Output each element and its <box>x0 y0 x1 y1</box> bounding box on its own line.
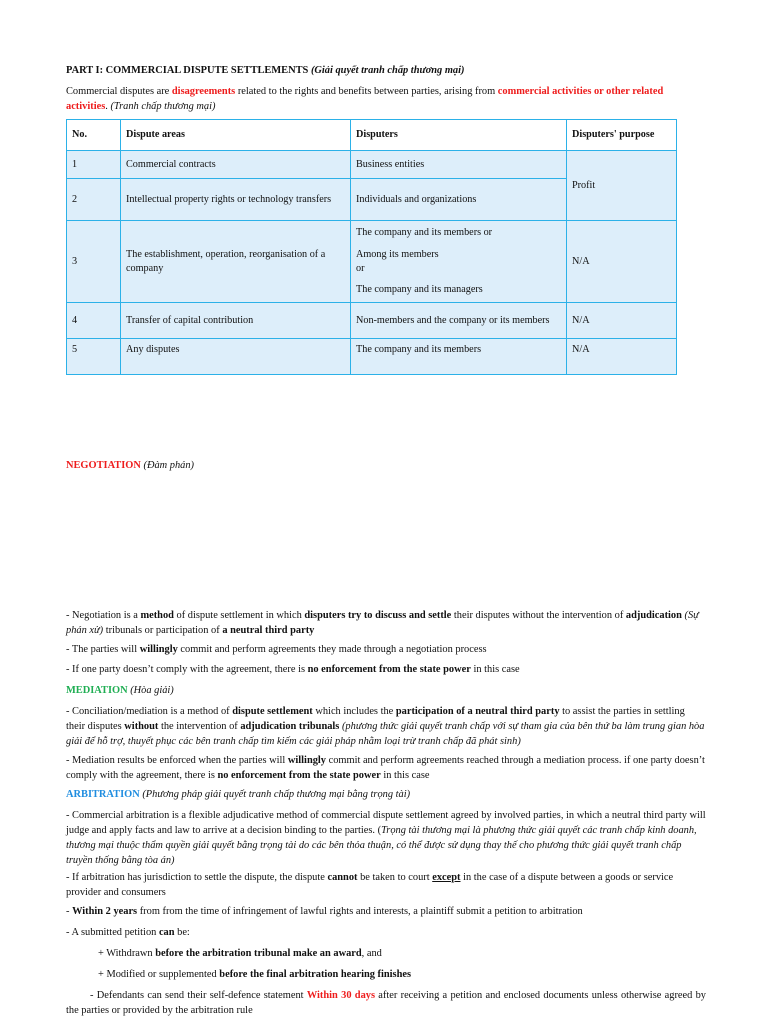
disputes-table <box>66 119 677 375</box>
negotiation-paragraph-1: - Negotiation is a method of dispute settlement in which disputers try to discuss and settle their disputes without the intervention of adjudication (Sự phán xử) tribunals or participation of a neutral third party <box>66 610 699 637</box>
negotiation-paragraph-2: - The parties will willingly commit and perform agreements they made through a negotiation process <box>66 644 487 655</box>
header-purpose: Disputers' purpose <box>567 120 677 151</box>
arbitration-bullet-withdrawn: + Withdrawn before the arbitration tribunal make an award, and <box>98 948 382 959</box>
table-header-row <box>67 120 677 151</box>
header-dispute-areas: Dispute areas <box>121 120 351 151</box>
arbitration-paragraph-4: - A submitted petition can be: <box>66 927 190 938</box>
negotiation-heading: NEGOTIATION (Đàm phán) <box>66 460 194 471</box>
mediation-paragraph-2: - Mediation results be enforced when the parties will willingly commit and perform agreements reached through a mediation process. if one party doesn’t comply with the agreement, there is no enforcement from the state power in this case <box>66 755 705 782</box>
negotiation-paragraph-3: - If one party doesn’t comply with the agreement, there is no enforcement from the state power in this case <box>66 664 520 675</box>
arbitration-paragraph-7: - Defendants can send their self-defence statement Within 30 days after receiving a petition and enclosed documents unless otherwise agreed by the parties or provided by the arbitration rule <box>66 990 706 1017</box>
header-disputers: Disputers <box>351 120 567 151</box>
purpose-profit: Profit <box>567 151 677 221</box>
header-no: No. <box>67 120 121 151</box>
arbitration-paragraph-1: - Commercial arbitration is a flexible adjudicative method of commercial dispute settlement agreed by involved parties, in which a neutral third party will judge and apply facts and law to arrive at a decision binding to the parties. (Trọng tài thương mại là phương thức giải quyết các tranh chấp kinh doanh, thương mại thuộc thẩm quyền giải quyết bằng trọng tài do các bên thỏa thuận, có thể được sử dụng thay thế cho phương thức giải quyết tranh chấp truyền thống bằng tòa án) <box>66 810 706 867</box>
part1-title: PART I: COMMERCIAL DISPUTE SETTLEMENTS <box>66 65 309 76</box>
table-row: 3 The establishment, operation, reorganisation of a company The company and its members or Among its members or The company and its managers N/A <box>67 221 677 303</box>
mediation-heading: MEDIATION (Hòa giải) <box>66 685 174 696</box>
mediation-paragraph-1: - Conciliation/mediation is a method of dispute settlement which includes the participation of a neutral third party to assist the parties in settling their disputes without the intervention of adjudication tribunals (phương thức giải quyết tranh chấp với sự tham gia của bên thứ ba làm trung gian hòa giải để hỗ trợ, thuyết phục các bên tranh chấp tìm kiếm các giải pháp nhằm loại trừ tranh chấp đã phát sinh) <box>66 706 705 748</box>
part1-intro: Commercial disputes are disagreements related to the rights and benefits between parties, arising from commercial activities or other related activities. (Tranh chấp thương mại) <box>66 86 664 113</box>
part1-title-vi: (Giải quyết tranh chấp thương mại) <box>310 65 465 76</box>
table-row: 5 Any disputes The company and its members N/A <box>67 339 677 375</box>
table-row: 4 Transfer of capital contribution Non-members and the company or its members N/A <box>67 303 677 339</box>
part1-title-line <box>66 63 706 78</box>
table-row: 2 Intellectual property rights or technology transfers Individuals and organizations <box>67 179 677 221</box>
table-row: 1 Commercial contracts Business entities Profit <box>67 151 677 179</box>
arbitration-heading: ARBITRATION (Phương pháp giải quyết tranh chấp thương mại bằng trọng tài) <box>66 789 411 800</box>
arbitration-paragraph-3: - Within 2 years from from the time of infringement of lawful rights and interests, a plaintiff submit a petition to arbitration <box>66 906 583 917</box>
arbitration-bullet-modified: + Modified or supplemented before the final arbitration hearing finishes <box>98 969 412 980</box>
arbitration-paragraph-2: - If arbitration has jurisdiction to settle the dispute, the dispute cannot be taken to court except in the case of a dispute between a goods or service provider and consumers <box>66 872 674 899</box>
